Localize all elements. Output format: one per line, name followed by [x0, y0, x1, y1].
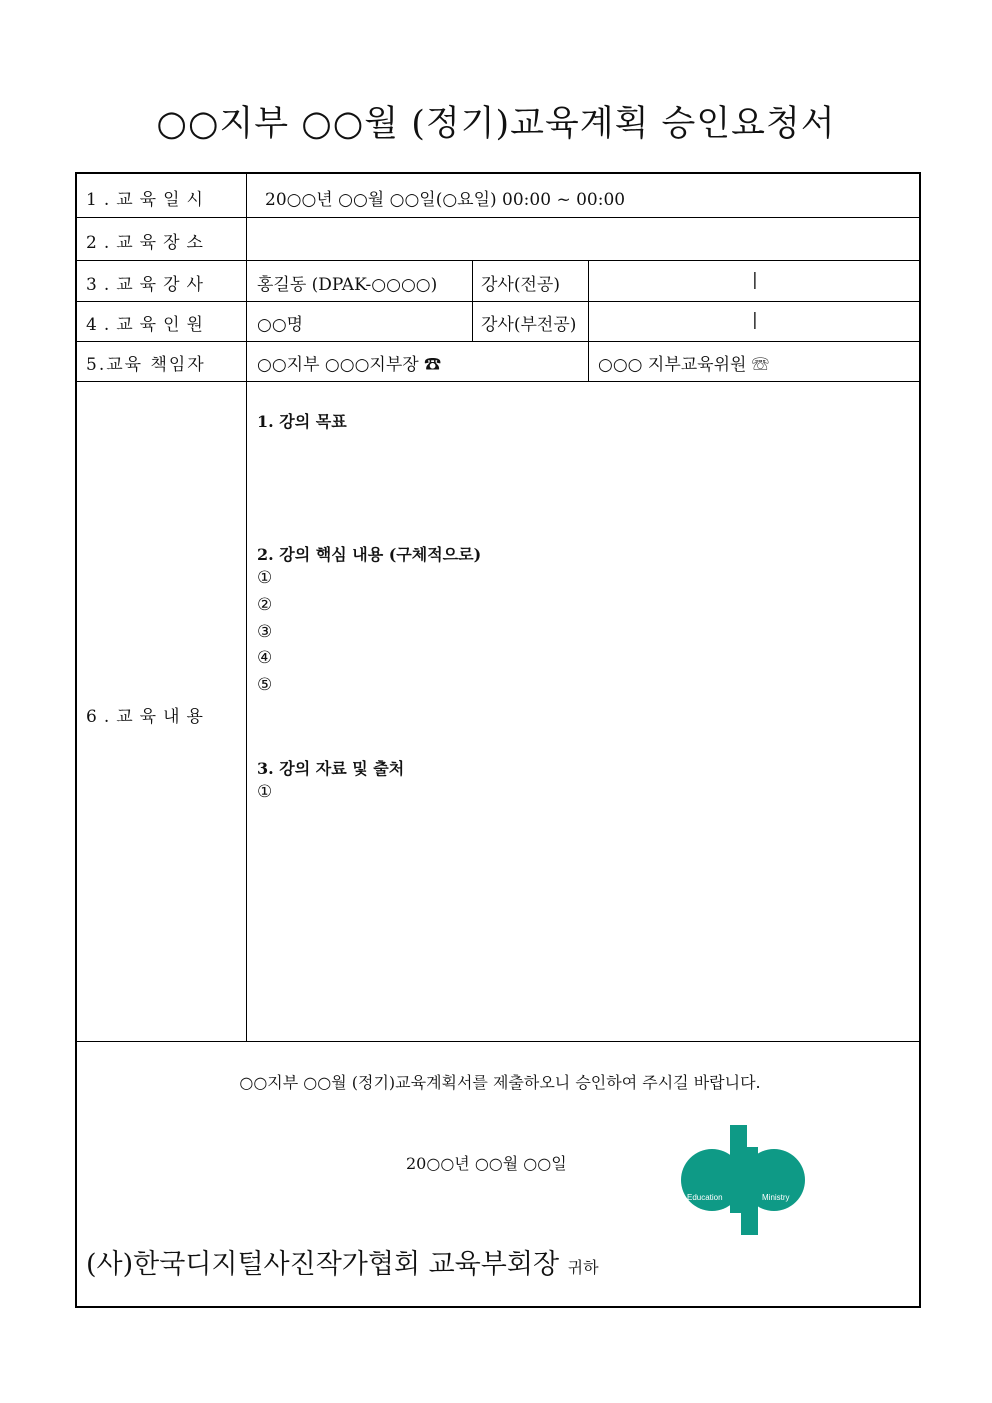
- request-sentence: ○○지부 ○○월 (정기)교육계획서를 제출하오니 승인하여 주시길 바랍니다.: [239, 1073, 761, 1092]
- label-instructor-major: 강사(전공): [481, 275, 560, 295]
- value-education-datetime[interactable]: 20○○년 ○○월 ○○일(○요일) 00:00 ~ 00:00: [265, 190, 626, 210]
- label-instructor-minor: 강사(부전공): [481, 315, 577, 335]
- core-content-item-2[interactable]: ②: [257, 595, 273, 615]
- value-education-committee[interactable]: ○○○ 지부교육위원 ☏: [598, 355, 769, 375]
- value-attendees[interactable]: ○○명: [257, 315, 304, 335]
- dp-education-ministry-logo: [674, 1125, 814, 1235]
- label-education-datetime: 1.교육일시: [86, 190, 210, 210]
- row-divider: [77, 1041, 919, 1042]
- row-divider: [77, 301, 919, 302]
- row-divider: [77, 381, 919, 382]
- materials-item-1[interactable]: ①: [257, 782, 273, 802]
- column-divider: [588, 260, 589, 381]
- section-lecture-materials: 3. 강의 자료 및 출처: [257, 759, 405, 778]
- value-instructor[interactable]: 홍길동 (DPAK-○○○○): [257, 275, 438, 295]
- label-education-content: 6.교육내용: [86, 707, 210, 727]
- value-instructor-minor[interactable]: |: [752, 310, 758, 330]
- logo-text-education: Education: [687, 1193, 723, 1202]
- core-content-item-5[interactable]: ⑤: [257, 675, 273, 695]
- label-attendees: 4.교육인원: [86, 315, 210, 335]
- row-divider: [77, 260, 919, 261]
- submission-date[interactable]: 20○○년 ○○월 ○○일: [406, 1154, 567, 1173]
- recipient-honorific: 귀하: [567, 1258, 599, 1277]
- approval-form-table: [75, 172, 921, 1308]
- label-education-place: 2.교육장소: [86, 233, 210, 253]
- core-content-item-4[interactable]: ④: [257, 648, 273, 668]
- column-divider: [472, 260, 473, 341]
- row-divider: [77, 341, 919, 342]
- logo-p-stem: [741, 1147, 758, 1235]
- label-column-divider: [246, 174, 247, 1041]
- recipient-line: [86, 1242, 599, 1281]
- label-instructor: 3.교육강사: [86, 275, 210, 295]
- value-branch-manager[interactable]: ○○지부 ○○○지부장 ☎: [257, 355, 442, 375]
- core-content-item-3[interactable]: ③: [257, 622, 273, 642]
- recipient-organization: (사)한국디지털사진작가협회 교육부회장: [86, 1249, 560, 1280]
- section-lecture-core-content: 2. 강의 핵심 내용 (구체적으로): [257, 545, 482, 564]
- section-lecture-goal: 1. 강의 목표: [257, 412, 347, 431]
- label-education-manager: 5.교육 책임자: [86, 355, 206, 375]
- logo-text-ministry: Ministry: [762, 1193, 790, 1202]
- row-divider: [77, 217, 919, 218]
- core-content-item-1[interactable]: ①: [257, 568, 273, 588]
- document-title: ○○지부 ○○월 (정기)교육계획 승인요청서: [156, 104, 836, 144]
- value-instructor-major[interactable]: |: [752, 270, 758, 290]
